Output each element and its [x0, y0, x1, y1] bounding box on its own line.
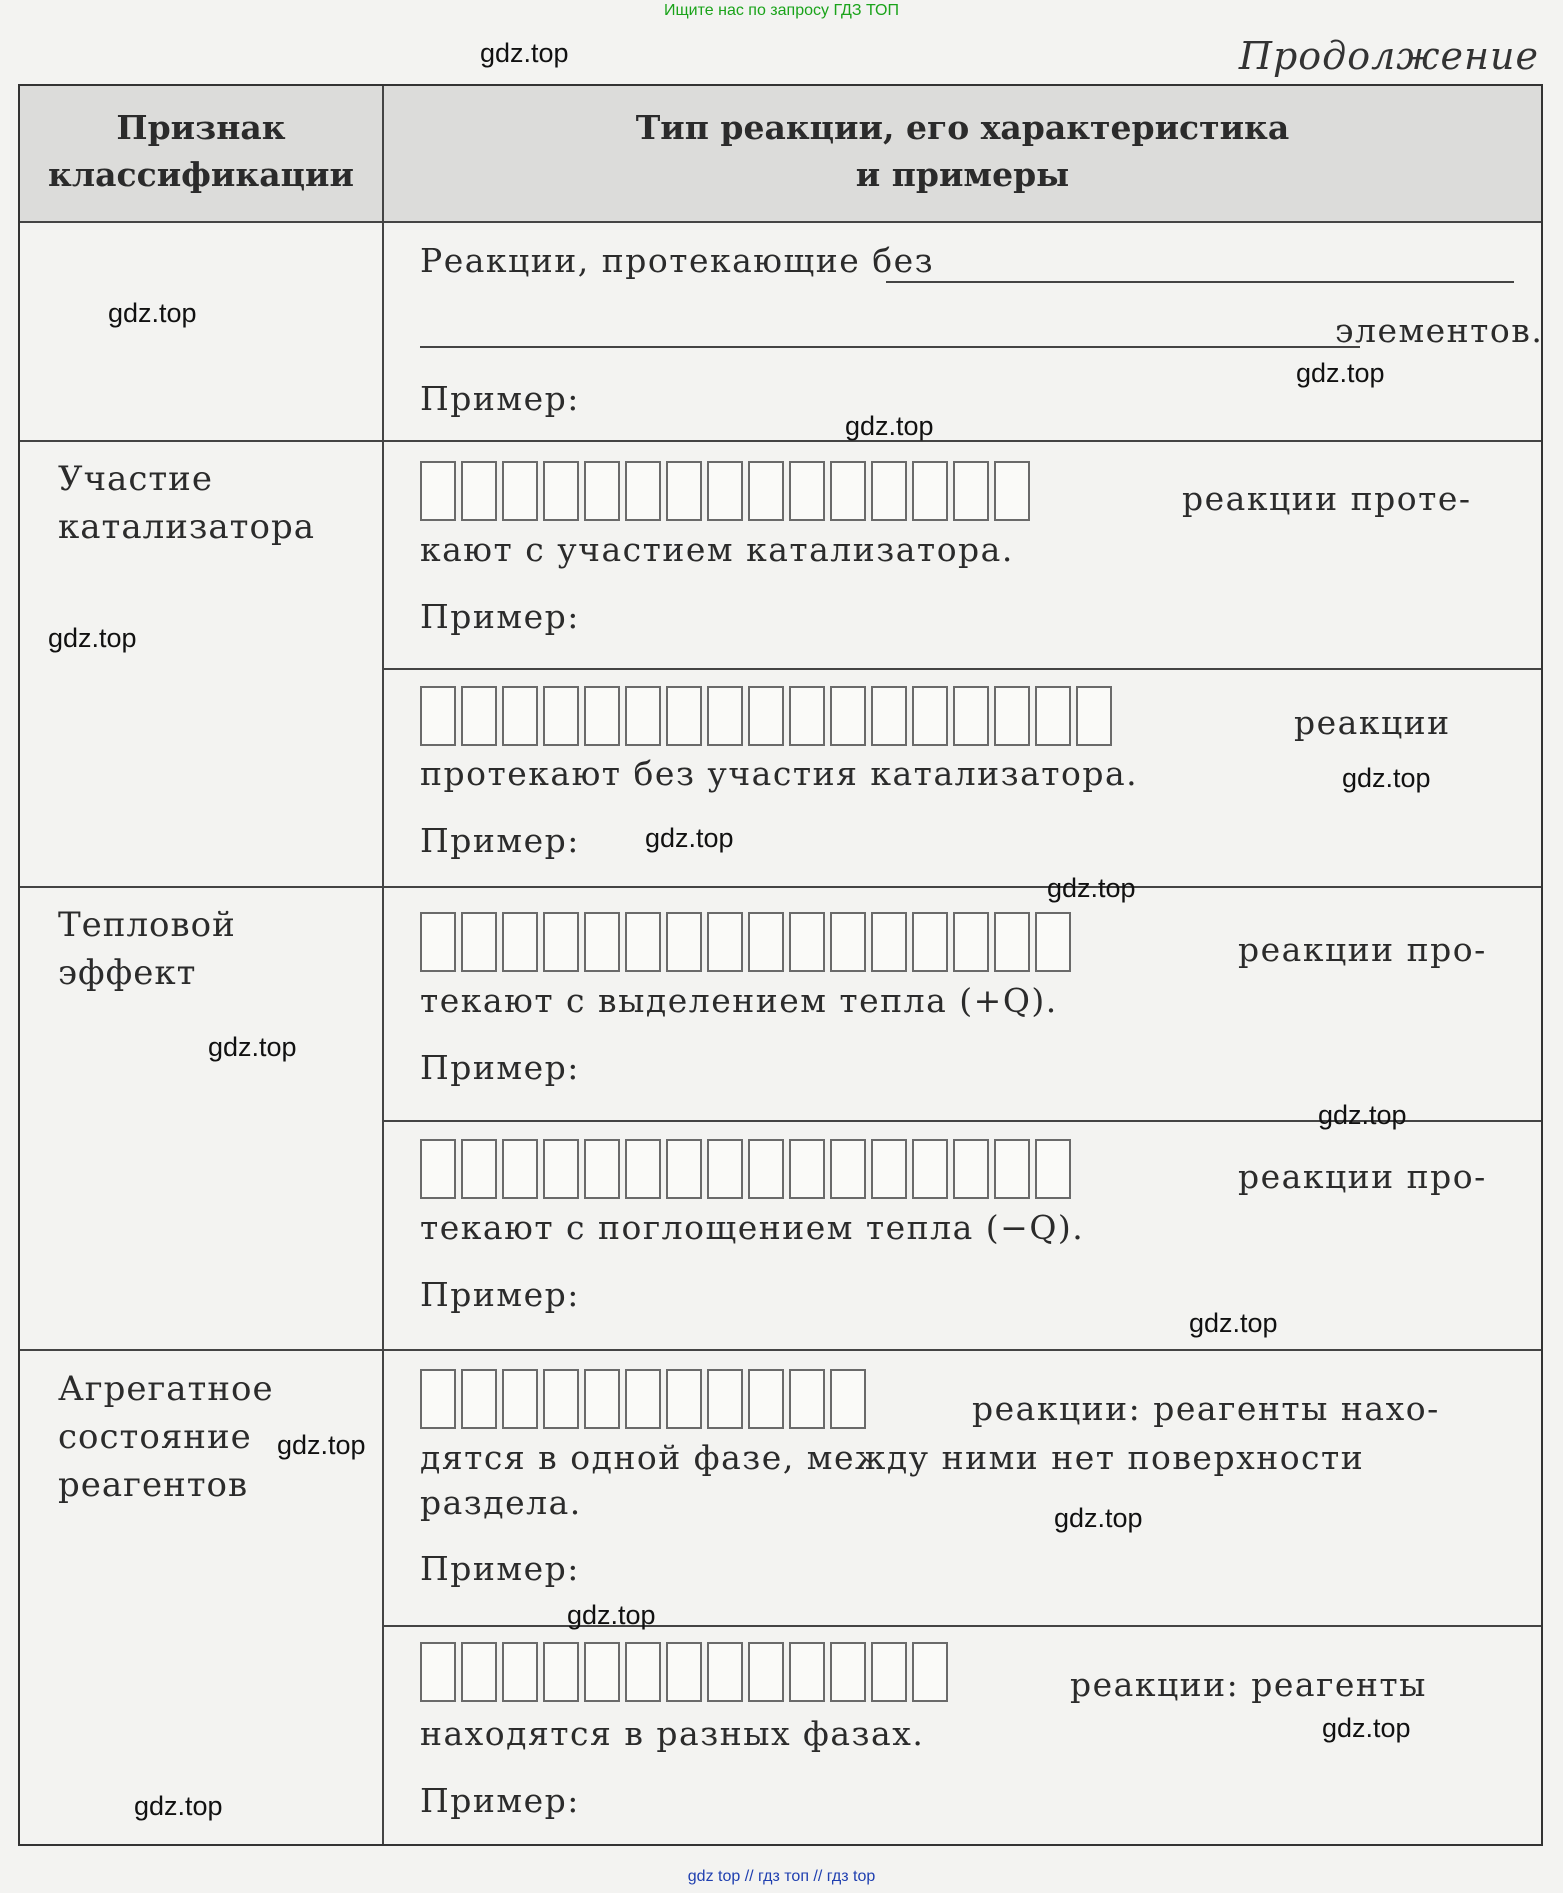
state-b-line2: находятся в разных фазах. — [420, 1714, 925, 1753]
state-b-after: реакции: реагенты — [1070, 1665, 1427, 1704]
letter-box[interactable] — [953, 1139, 989, 1199]
bottom-banner[interactable]: gdz top // гдз топ // гдз top — [687, 1868, 876, 1885]
letter-box[interactable] — [625, 461, 661, 521]
criterion-heat-line2: эффект — [58, 953, 197, 993]
heat-a-line2: текают с выделением тепла (+Q). — [420, 981, 1058, 1020]
letter-box[interactable] — [912, 1139, 948, 1199]
state-b-example: Пример: — [420, 1781, 580, 1820]
state-b-letter-boxes[interactable] — [420, 1642, 953, 1702]
watermark: gdz.top — [1189, 1308, 1278, 1338]
header-criterion-line1: Признак — [116, 108, 286, 147]
letter-box[interactable] — [461, 686, 497, 746]
criterion-state-line1: Агрегатное — [58, 1369, 274, 1409]
letter-box[interactable] — [871, 912, 907, 972]
letter-box[interactable] — [543, 1139, 579, 1199]
letter-box[interactable] — [502, 461, 538, 521]
letter-box[interactable] — [420, 686, 456, 746]
letter-box[interactable] — [871, 1139, 907, 1199]
catalyst-a-after: реакции проте- — [1182, 479, 1472, 518]
letter-box[interactable] — [830, 1139, 866, 1199]
watermark: gdz.top — [134, 1791, 223, 1821]
state-a-letter-boxes[interactable] — [420, 1369, 871, 1429]
letter-box[interactable] — [461, 1642, 497, 1702]
letter-box[interactable] — [953, 912, 989, 972]
criterion-state — [58, 1365, 274, 1509]
letter-box[interactable] — [420, 1642, 456, 1702]
letter-box[interactable] — [543, 1642, 579, 1702]
letter-box[interactable] — [871, 1642, 907, 1702]
letter-box[interactable] — [666, 1369, 702, 1429]
classification-table — [18, 84, 1543, 1846]
criterion-state-line3: реагентов — [58, 1465, 249, 1505]
letter-box[interactable] — [789, 1642, 825, 1702]
heat-b-letter-boxes[interactable] — [420, 1139, 1076, 1199]
watermark: gdz.top — [480, 38, 569, 68]
letter-box[interactable] — [625, 1139, 661, 1199]
letter-box[interactable] — [1035, 1139, 1071, 1199]
watermark: gdz.top — [277, 1430, 366, 1460]
letter-box[interactable] — [584, 1369, 620, 1429]
state-a-after: реакции: реагенты нахо- — [972, 1389, 1440, 1428]
letter-box[interactable] — [789, 686, 825, 746]
state-a-line3: раздела. — [420, 1483, 582, 1522]
letter-box[interactable] — [420, 1139, 456, 1199]
letter-box[interactable] — [830, 686, 866, 746]
letter-box[interactable] — [666, 1642, 702, 1702]
watermark: gdz.top — [1322, 1713, 1411, 1743]
row0-fill-line1[interactable] — [886, 281, 1514, 283]
letter-box[interactable] — [584, 461, 620, 521]
letter-box[interactable] — [502, 1139, 538, 1199]
watermark: gdz.top — [1054, 1503, 1143, 1533]
letter-box[interactable] — [502, 686, 538, 746]
watermark: gdz.top — [1047, 873, 1136, 903]
row0-text2: элементов. — [1335, 311, 1544, 350]
letter-box[interactable] — [666, 912, 702, 972]
heat-a-example: Пример: — [420, 1048, 580, 1087]
header-reaction-type-line2: и примеры — [855, 155, 1070, 194]
letter-box[interactable] — [789, 1139, 825, 1199]
letter-box[interactable] — [584, 1642, 620, 1702]
subrow-line-catalyst — [382, 668, 1541, 670]
watermark: gdz.top — [567, 1600, 656, 1630]
header-reaction-type — [384, 104, 1541, 198]
criterion-heat-line1: Тепловой — [58, 905, 236, 945]
letter-box[interactable] — [830, 461, 866, 521]
letter-box[interactable] — [953, 686, 989, 746]
letter-box[interactable] — [994, 461, 1030, 521]
watermark: gdz.top — [48, 623, 137, 653]
letter-box[interactable] — [666, 461, 702, 521]
letter-box[interactable] — [830, 912, 866, 972]
letter-box[interactable] — [461, 1139, 497, 1199]
row0-example: Пример: — [420, 379, 580, 418]
criterion-catalyst-line2: катализатора — [58, 507, 315, 547]
subrow-line-state — [382, 1625, 1541, 1627]
letter-box[interactable] — [994, 1139, 1030, 1199]
catalyst-a-line2: кают с участием катализатора. — [420, 530, 1014, 569]
letter-box[interactable] — [707, 1642, 743, 1702]
letter-box[interactable] — [830, 1642, 866, 1702]
letter-box[interactable] — [461, 1369, 497, 1429]
letter-box[interactable] — [748, 1139, 784, 1199]
letter-box[interactable] — [625, 686, 661, 746]
row0-text1: Реакции, протекающие без — [420, 241, 935, 280]
criterion-state-line2: состояние — [58, 1417, 252, 1457]
watermark: gdz.top — [1342, 763, 1431, 793]
letter-box[interactable] — [707, 686, 743, 746]
letter-box[interactable] — [707, 912, 743, 972]
letter-box[interactable] — [461, 912, 497, 972]
letter-box[interactable] — [994, 686, 1030, 746]
catalyst-b-after: реакции — [1294, 703, 1451, 742]
state-a-example: Пример: — [420, 1549, 580, 1588]
letter-box[interactable] — [584, 1139, 620, 1199]
heat-a-after: реакции про- — [1238, 930, 1487, 969]
letter-box[interactable] — [789, 461, 825, 521]
letter-box[interactable] — [748, 912, 784, 972]
criterion-catalyst — [58, 455, 315, 551]
catalyst-a-letter-boxes[interactable] — [420, 461, 1035, 521]
letter-box[interactable] — [625, 1642, 661, 1702]
letter-box[interactable] — [912, 686, 948, 746]
letter-box[interactable] — [912, 912, 948, 972]
letter-box[interactable] — [1076, 686, 1112, 746]
row-line-1 — [20, 440, 1541, 442]
criterion-catalyst-line1: Участие — [58, 459, 213, 499]
letter-box[interactable] — [420, 912, 456, 972]
continuation-label: Продолжение — [1238, 34, 1539, 78]
letter-box[interactable] — [625, 912, 661, 972]
heat-b-example: Пример: — [420, 1275, 580, 1314]
letter-box[interactable] — [543, 686, 579, 746]
letter-box[interactable] — [543, 461, 579, 521]
letter-box[interactable] — [994, 912, 1030, 972]
header-criterion — [20, 104, 382, 198]
letter-box[interactable] — [584, 686, 620, 746]
letter-box[interactable] — [543, 912, 579, 972]
letter-box[interactable] — [912, 461, 948, 521]
catalyst-b-letter-boxes[interactable] — [420, 686, 1117, 746]
letter-box[interactable] — [748, 1369, 784, 1429]
letter-box[interactable] — [871, 686, 907, 746]
heat-a-letter-boxes[interactable] — [420, 912, 1076, 972]
letter-box[interactable] — [707, 1369, 743, 1429]
letter-box[interactable] — [666, 686, 702, 746]
letter-box[interactable] — [1035, 686, 1071, 746]
letter-box[interactable] — [748, 686, 784, 746]
letter-box[interactable] — [789, 1369, 825, 1429]
letter-box[interactable] — [789, 912, 825, 972]
letter-box[interactable] — [420, 1369, 456, 1429]
letter-box[interactable] — [461, 461, 497, 521]
watermark: gdz.top — [108, 298, 197, 328]
column-divider — [382, 86, 384, 1844]
catalyst-a-example: Пример: — [420, 597, 580, 636]
letter-box[interactable] — [748, 461, 784, 521]
letter-box[interactable] — [748, 1642, 784, 1702]
header-reaction-type-line1: Тип реакции, его характеристика — [635, 108, 1290, 147]
letter-box[interactable] — [584, 912, 620, 972]
letter-box[interactable] — [912, 1642, 948, 1702]
top-banner[interactable]: Ищите нас по запросу ГДЗ ТОП — [664, 2, 899, 19]
letter-box[interactable] — [543, 1369, 579, 1429]
letter-box[interactable] — [666, 1139, 702, 1199]
letter-box[interactable] — [953, 461, 989, 521]
heat-b-after: реакции про- — [1238, 1157, 1487, 1196]
letter-box[interactable] — [707, 461, 743, 521]
letter-box[interactable] — [502, 912, 538, 972]
header-bottom-line — [20, 221, 1541, 223]
criterion-heat — [58, 901, 236, 997]
watermark: gdz.top — [845, 411, 934, 441]
watermark: gdz.top — [208, 1032, 297, 1062]
letter-box[interactable] — [502, 1642, 538, 1702]
letter-box[interactable] — [707, 1139, 743, 1199]
catalyst-b-line2: протекают без участия катализатора. — [420, 754, 1139, 793]
catalyst-b-example: Пример: — [420, 821, 580, 860]
watermark: gdz.top — [1318, 1100, 1407, 1130]
letter-box[interactable] — [420, 461, 456, 521]
letter-box[interactable] — [871, 461, 907, 521]
state-a-line2: дятся в одной фазе, между ними нет поверхности — [420, 1438, 1365, 1477]
heat-b-line2: текают с поглощением тепла (−Q). — [420, 1208, 1085, 1247]
row-line-3 — [20, 1349, 1541, 1351]
watermark: gdz.top — [1296, 358, 1385, 388]
row0-fill-line2[interactable] — [420, 346, 1360, 348]
letter-box[interactable] — [625, 1369, 661, 1429]
watermark: gdz.top — [645, 823, 734, 853]
letter-box[interactable] — [830, 1369, 866, 1429]
letter-box[interactable] — [502, 1369, 538, 1429]
header-criterion-line2: классификации — [48, 155, 354, 194]
row-line-2 — [20, 886, 1541, 888]
letter-box[interactable] — [1035, 912, 1071, 972]
